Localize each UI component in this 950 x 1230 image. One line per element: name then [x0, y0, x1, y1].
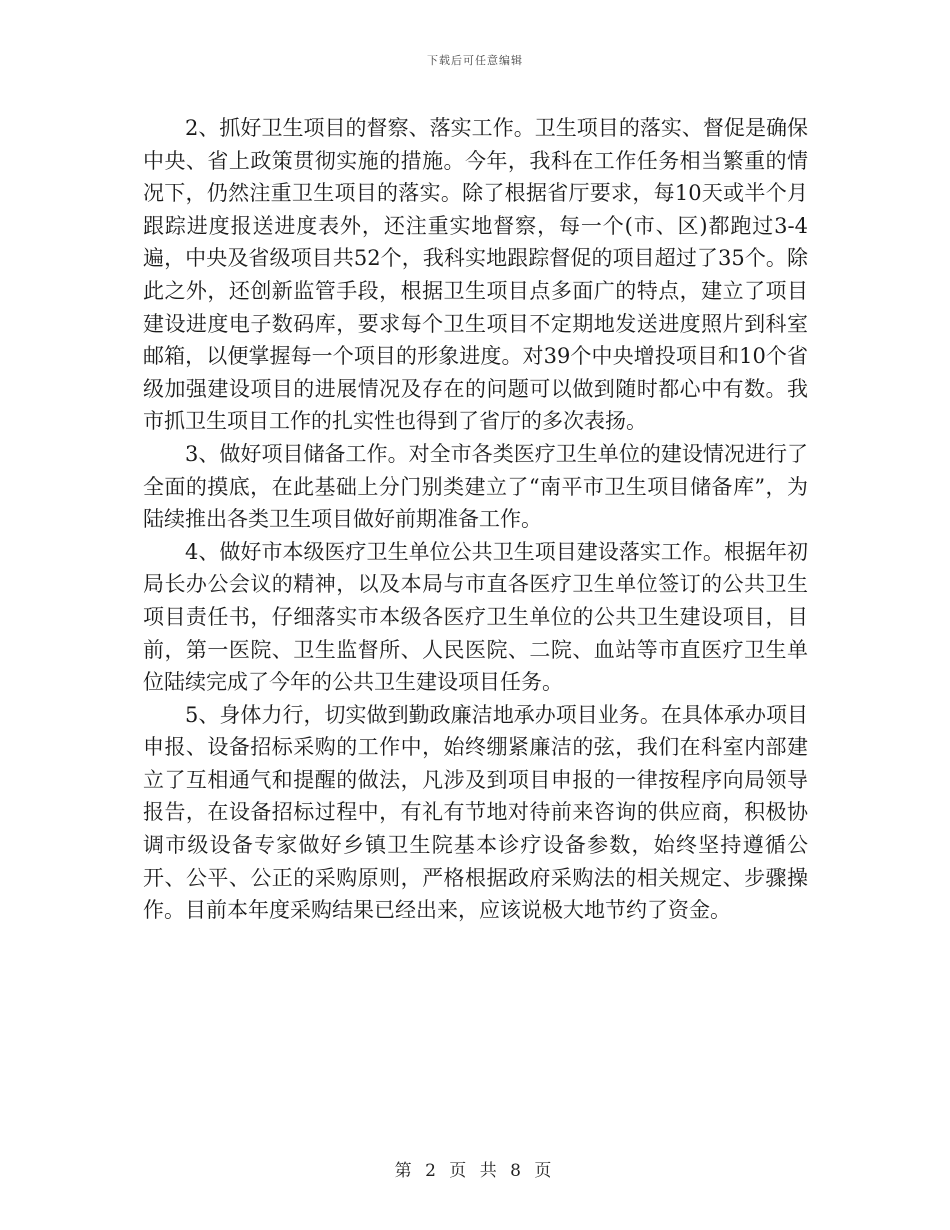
paragraph-item-4: 4、做好市本级医疗卫生单位公共卫生项目建设落实工作。根据年初局长办公会议的精神，以及本局与市直各医疗卫生单位签订的公共卫生项目责任书，仔细落实市本级各医疗卫生单位的公共卫生建设项目，目前，第一医院、卫生监督所、人民医院、二院、血站等市直医疗卫生单位陆续完成了今年的公共卫生建设项目任务。	[143, 539, 808, 695]
page-header-note: 下载后可任意编辑	[427, 54, 523, 67]
document-body	[143, 112, 808, 927]
paragraph-item-2: 2、抓好卫生项目的督察、落实工作。卫生项目的落实、督促是确保中央、省上政策贯彻实施的措施。今年，我科在工作任务相当繁重的情况下，仍然注重卫生项目的落实。除了根据省厅要求，每10天或半个月跟踪进度报送进度表外，还注重实地督察，每一个(市、区)都跑过3-4遍，中央及省级项目共52个，我科实地跟踪督促的项目超过了35个。除此之外，还创新监管手段，根据卫生项目点多面广的特点，建立了项目建设进度电子数码库，要求每个卫生项目不定期地发送进度照片到科室邮箱，以便掌握每一个项目的形象进度。对39个中央增投项目和10个省级加强建设项目的进展情况及存在的问题可以做到随时都心中有数。我市抓卫生项目工作的扎实性也得到了省厅的多次表扬。	[143, 116, 808, 434]
paragraph-item-3: 3、做好项目储备工作。对全市各类医疗卫生单位的建设情况进行了全面的摸底，在此基础上分门别类建立了“南平市卫生项目储备库”，为陆续推出各类卫生项目做好前期准备工作。	[143, 441, 808, 532]
paragraph-item-5: 5、身体力行，切实做到勤政廉洁地承办项目业务。在具体承办项目申报、设备招标采购的工作中，始终绷紧廉洁的弦，我们在科室内部建立了互相通气和提醒的做法，凡涉及到项目申报的一律按程序向局领导报告，在设备招标过程中，有礼有节地对待前来咨询的供应商，积极协调市级设备专家做好乡镇卫生院基本诊疗设备参数，始终坚持遵循公开、公平、公正的采购原则，严格根据政府采购法的相关规定、步骤操作。目前本年度采购结果已经出来，应该说极大地节约了资金。	[143, 702, 808, 923]
page-number-footer: 第 2 页 共 8 页	[394, 1161, 556, 1181]
